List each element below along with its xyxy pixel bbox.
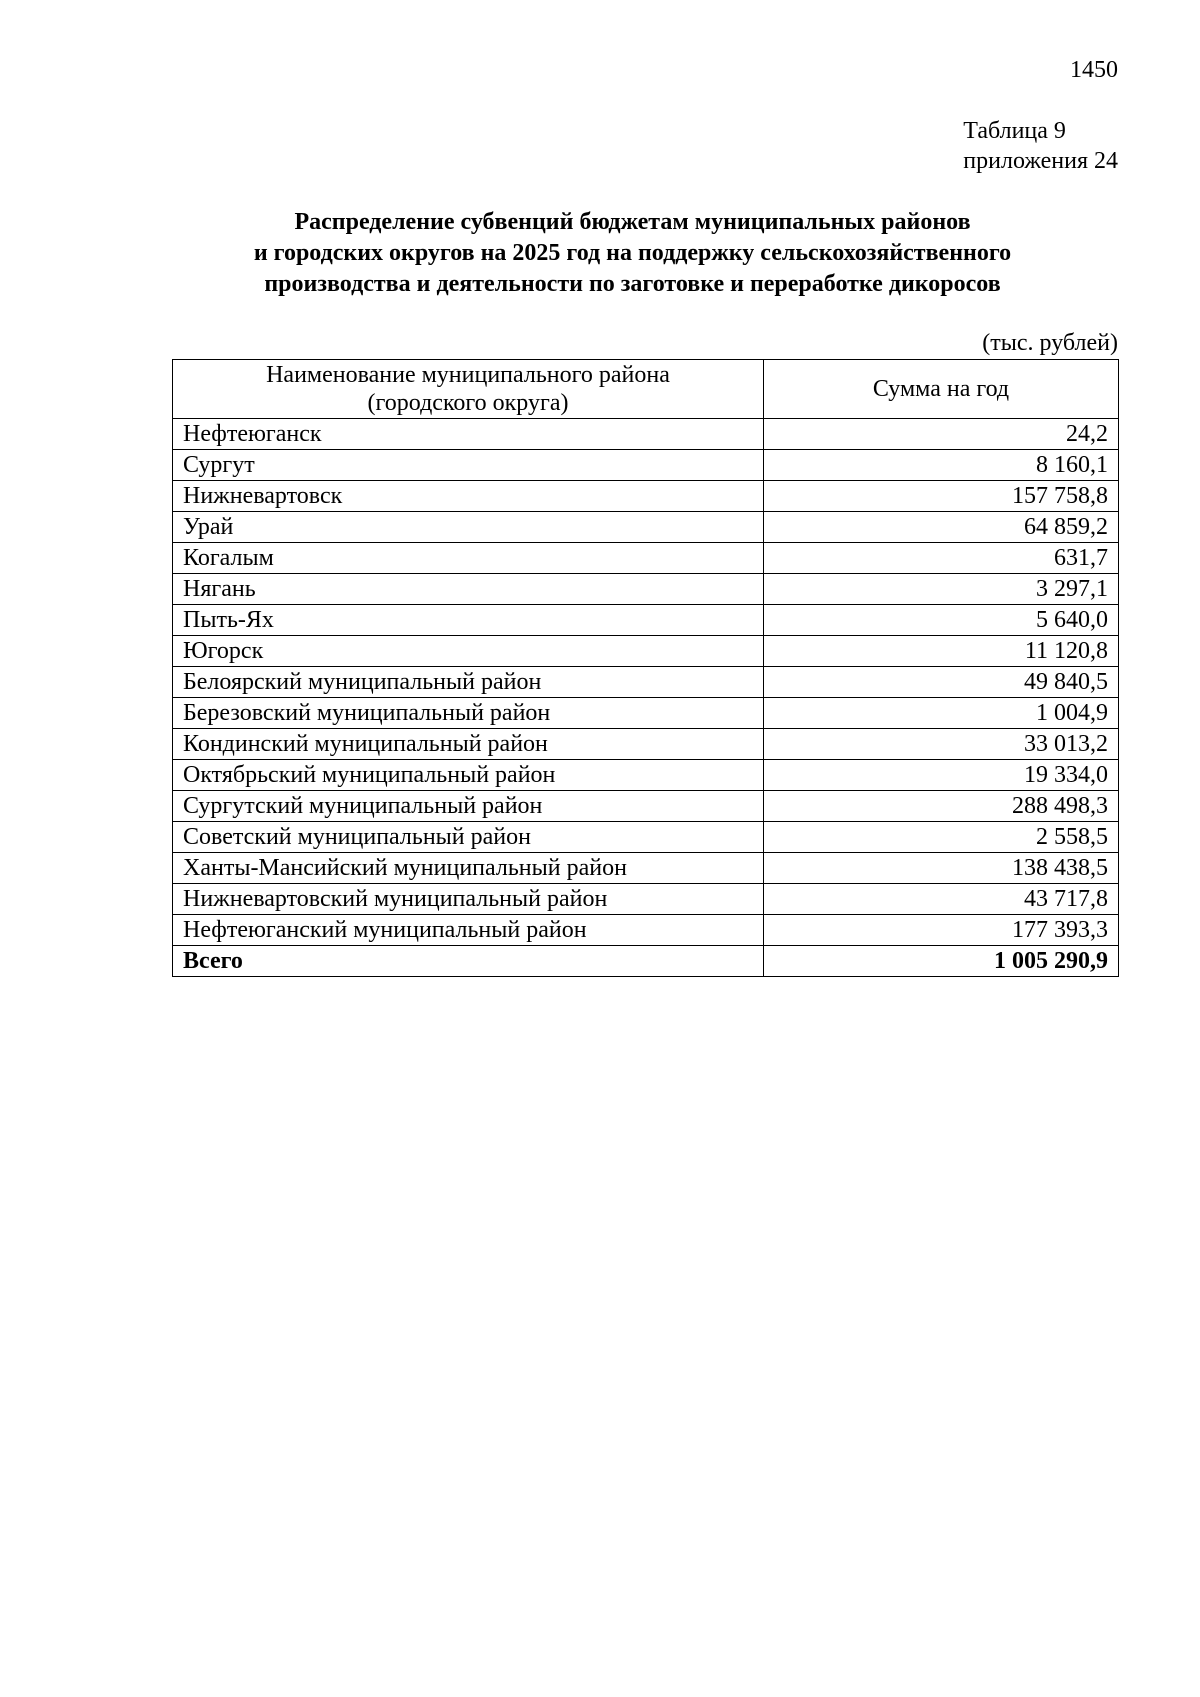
title-line-2: и городских округов на 2025 год на поддержку сельскохозяйственного [253, 240, 1012, 266]
row-amount: 2 558,5 [764, 822, 1119, 853]
row-amount: 5 640,0 [764, 605, 1119, 636]
table-row [173, 760, 1119, 791]
total-row [173, 946, 1119, 977]
row-name: Советский муниципальный район [173, 822, 764, 853]
table-row [173, 636, 1119, 667]
row-amount: 177 393,3 [764, 915, 1119, 946]
total-label: Всего [173, 946, 764, 977]
table-reference-line-2: приложения 24 [963, 148, 1118, 174]
row-amount: 33 013,2 [764, 729, 1119, 760]
row-amount: 631,7 [764, 543, 1119, 574]
row-name: Нижневартовский муниципальный район [173, 884, 764, 915]
page-number: 1450 [1070, 57, 1118, 83]
table-row [173, 512, 1119, 543]
row-amount: 11 120,8 [764, 636, 1119, 667]
table-reference [963, 116, 1118, 176]
row-amount: 19 334,0 [764, 760, 1119, 791]
row-name: Югорск [173, 636, 764, 667]
row-amount: 24,2 [764, 419, 1119, 450]
row-name: Сургутский муниципальный район [173, 791, 764, 822]
row-name: Нижневартовск [173, 481, 764, 512]
row-name: Урай [173, 512, 764, 543]
document-title [160, 207, 1105, 300]
table-row [173, 698, 1119, 729]
title-line-3: производства и деятельности по заготовке и переработке дикоросов [264, 271, 1001, 297]
row-name: Сургут [173, 450, 764, 481]
table-row [173, 791, 1119, 822]
table-row [173, 481, 1119, 512]
row-name: Нягань [173, 574, 764, 605]
table-row [173, 884, 1119, 915]
row-amount: 64 859,2 [764, 512, 1119, 543]
table-row [173, 574, 1119, 605]
table-row [173, 853, 1119, 884]
row-amount: 8 160,1 [764, 450, 1119, 481]
row-amount: 49 840,5 [764, 667, 1119, 698]
total-amount: 1 005 290,9 [764, 946, 1119, 977]
subventions-table [172, 359, 1119, 977]
row-amount: 138 438,5 [764, 853, 1119, 884]
table-header-row [173, 360, 1119, 419]
row-name: Пыть-Ях [173, 605, 764, 636]
title-line-1: Распределение субвенций бюджетам муниципальных районов [294, 209, 971, 235]
table-row [173, 450, 1119, 481]
column-header-name-line-1: Наименование муниципального района [266, 362, 670, 388]
row-name: Когалым [173, 543, 764, 574]
row-amount: 157 758,8 [764, 481, 1119, 512]
row-amount: 288 498,3 [764, 791, 1119, 822]
row-name: Белоярский муниципальный район [173, 667, 764, 698]
row-name: Нефтеюганск [173, 419, 764, 450]
column-header-amount: Сумма на год [764, 360, 1119, 419]
table-row [173, 822, 1119, 853]
row-name: Березовский муниципальный район [173, 698, 764, 729]
units-label: (тыс. рублей) [982, 330, 1118, 356]
row-name: Октябрьский муниципальный район [173, 760, 764, 791]
column-header-name [173, 360, 764, 419]
row-name: Ханты-Мансийский муниципальный район [173, 853, 764, 884]
table-row [173, 419, 1119, 450]
row-amount: 1 004,9 [764, 698, 1119, 729]
table-row [173, 915, 1119, 946]
column-header-name-line-2: (городского округа) [367, 390, 569, 416]
table-body [173, 419, 1119, 977]
table-row [173, 667, 1119, 698]
row-amount: 3 297,1 [764, 574, 1119, 605]
row-amount: 43 717,8 [764, 884, 1119, 915]
table-reference-line-1: Таблица 9 [963, 118, 1066, 144]
row-name: Нефтеюганский муниципальный район [173, 915, 764, 946]
row-name: Кондинский муниципальный район [173, 729, 764, 760]
table-row [173, 605, 1119, 636]
table-row [173, 543, 1119, 574]
table-row [173, 729, 1119, 760]
